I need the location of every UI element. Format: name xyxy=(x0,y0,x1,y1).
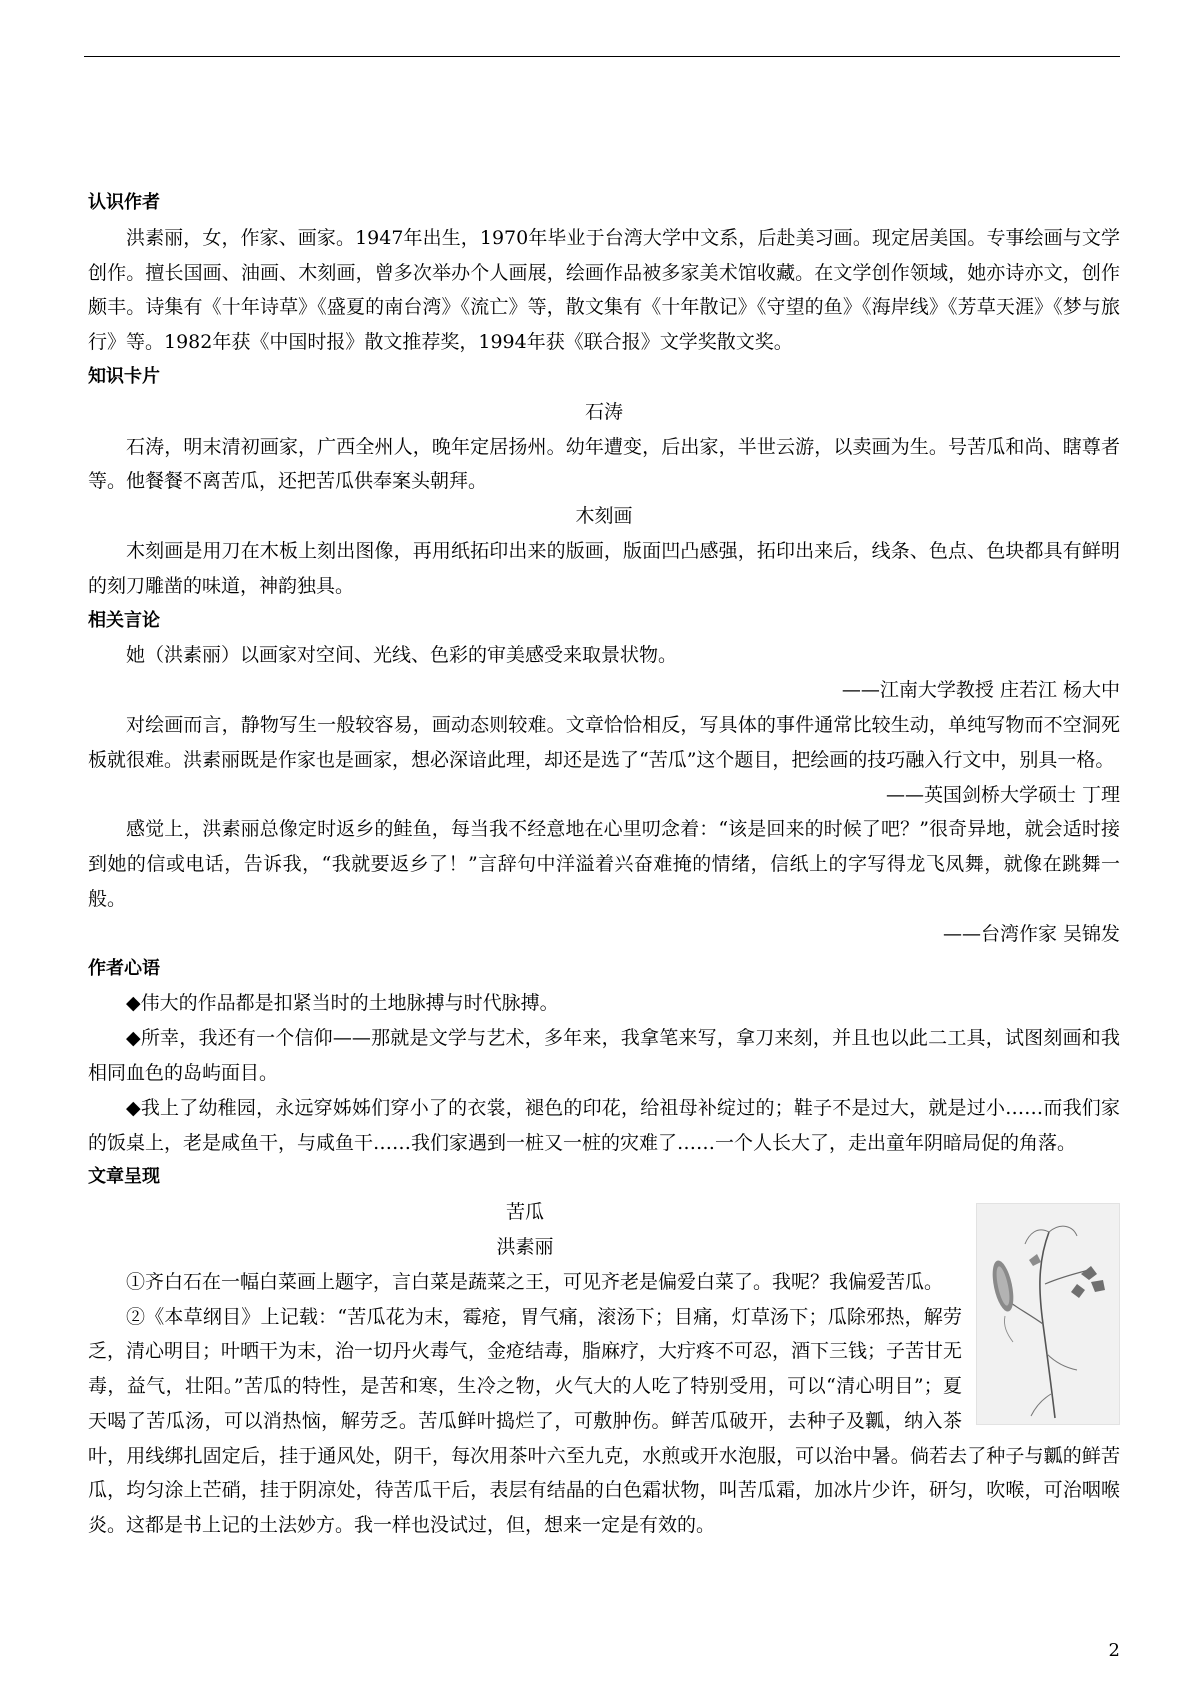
bitter-melon-icon xyxy=(977,1204,1119,1424)
article-author: 洪素丽 xyxy=(496,1235,554,1258)
comment-text-1: 她（洪素丽）以画家对空间、光线、色彩的审美感受来取景状物。 xyxy=(126,644,678,667)
comment-source-3: ——台湾作家 吴锦发 xyxy=(942,922,1120,945)
heading-comments: 相关言论 xyxy=(88,609,160,631)
article xyxy=(88,1195,1120,1543)
words-item-1: ◆伟大的作品都是扣紧当时的土地脉搏与时代脉搏。 xyxy=(126,992,559,1015)
author-bio: 洪素丽，女，作家、画家。1947年出生，1970年毕业于台湾大学中文系，后赴美习画。现定居美国。专事绘画与文学创作。擅长国画、油画、木刻画，曾多次举办个人画展，绘画作品被多家美术馆收藏。在文学创作领域，她亦诗亦文，创作颇丰。诗集有《十年诗草》《盛夏的南台湾》《流亡》等，散文集有《十年散记》《守望的鱼》《海岸线》《芳草天涯》《梦与旅行》等。1982年获《中国时报》散文推荐奖，1994年获《联合报》文学奖散文奖。 xyxy=(88,226,1120,354)
bitter-melon-illustration xyxy=(976,1203,1120,1425)
words-item-2: ◆所幸，我还有一个信仰——那就是文学与艺术，多年来，我拿笔来写，拿刀来刻，并且也以此二工具，试图刻画和我相同血色的岛屿面目。 xyxy=(88,1027,1120,1084)
article-paragraph-1: ①齐白石在一幅白菜画上题字，言白菜是蔬菜之王，可见齐老是偏爱白菜了。我呢？我偏爱苦瓜。 xyxy=(126,1270,944,1293)
heading-author: 认识作者 xyxy=(88,192,160,213)
card-title-shitao: 石涛 xyxy=(584,400,623,423)
heading-cards: 知识卡片 xyxy=(88,365,160,387)
card-body-shitao: 石涛，明末清初画家，广西全州人，晚年定居扬州。幼年遭变，后出家，半世云游，以卖画为生。号苦瓜和尚、瞎尊者等。他餐餐不离苦瓜，还把苦瓜供奉案头朝拜。 xyxy=(88,435,1120,493)
page-number: 2 xyxy=(1108,1640,1120,1661)
heading-words: 作者心语 xyxy=(88,957,160,979)
comment-text-3: 感觉上，洪素丽总像定时返乡的鲑鱼，每当我不经意地在心里叨念着：“该是回来的时候了吧？”很奇异地，就会适时接到她的信或电话，告诉我，“我就要返乡了！”言辞句中洋溢着兴奋难掩的情绪，信纸上的字写得龙飞凤舞，就像在跳舞一般。 xyxy=(88,818,1120,910)
page-content xyxy=(88,186,1120,1543)
comment-source-2: ——英国剑桥大学硕士 丁理 xyxy=(885,783,1120,806)
article-paragraph-2: ②《本草纲目》上记载：“苦瓜花为末，霉疮，胃气痛，滚汤下；目痛，灯草汤下；瓜除邪热，解劳乏，清心明目；叶晒干为末，治一切丹火毒气，金疮结毒，脂麻疗，大疔疼不可忍，酒下三钱；子苦甘无毒，益气，壮阳。”苦瓜的特性，是苦和寒，生冷之物，火气大的人吃了特别受用，可以“清心明目”；夏天喝了苦瓜汤，可以消热恼，解劳乏。苦瓜鲜叶捣烂了，可敷肿伤。鲜苦瓜破开，去种子及瓤，纳入茶叶，用线绑扎固定后，挂于通风处，阴干，每次用茶叶六至九克，水煎或开水泡服，可以治中暑。倘若去了种子与瓤的鲜苦瓜，均匀涂上芒硝，挂于阴凉处，待苦瓜干后，表层有结晶的白色霜状物，叫苦瓜霜，加冰片少许，研匀，吹喉，可治咽喉炎。这都是书上记的土法妙方。我一样也没试过，但，想来一定是有效的。 xyxy=(88,1305,1120,1537)
comment-source-1: ——江南大学教授 庄若江 杨大中 xyxy=(841,679,1120,702)
header-rule xyxy=(84,56,1120,57)
article-title: 苦瓜 xyxy=(505,1201,544,1224)
comment-text-2: 对绘画而言，静物写生一般较容易，画动态则较难。文章恰恰相反，写具体的事件通常比较生动，单纯写物而不空洞死板就很难。洪素丽既是作家也是画家，想必深谙此理，却还是选了“苦瓜”这个题目，把绘画的技巧融入行文中，别具一格。 xyxy=(88,713,1120,771)
card-body-woodcut: 木刻画是用刀在木板上刻出图像，再用纸拓印出来的版画，版面凹凸感强，拓印出来后，线条、色点、色块都具有鲜明的刻刀雕凿的味道，神韵独具。 xyxy=(88,539,1120,597)
heading-article: 文章呈现 xyxy=(88,1166,160,1188)
words-item-3: ◆我上了幼稚园，永远穿姊姊们穿小了的衣裳，褪色的印花，给祖母补绽过的；鞋子不是过大，就是过小……而我们家的饭桌上，老是咸鱼干，与咸鱼干……我们家遇到一桩又一桩的灾难了……一个人长大了，走出童年阴暗局促的角落。 xyxy=(88,1096,1120,1154)
card-title-woodcut: 木刻画 xyxy=(575,505,633,528)
